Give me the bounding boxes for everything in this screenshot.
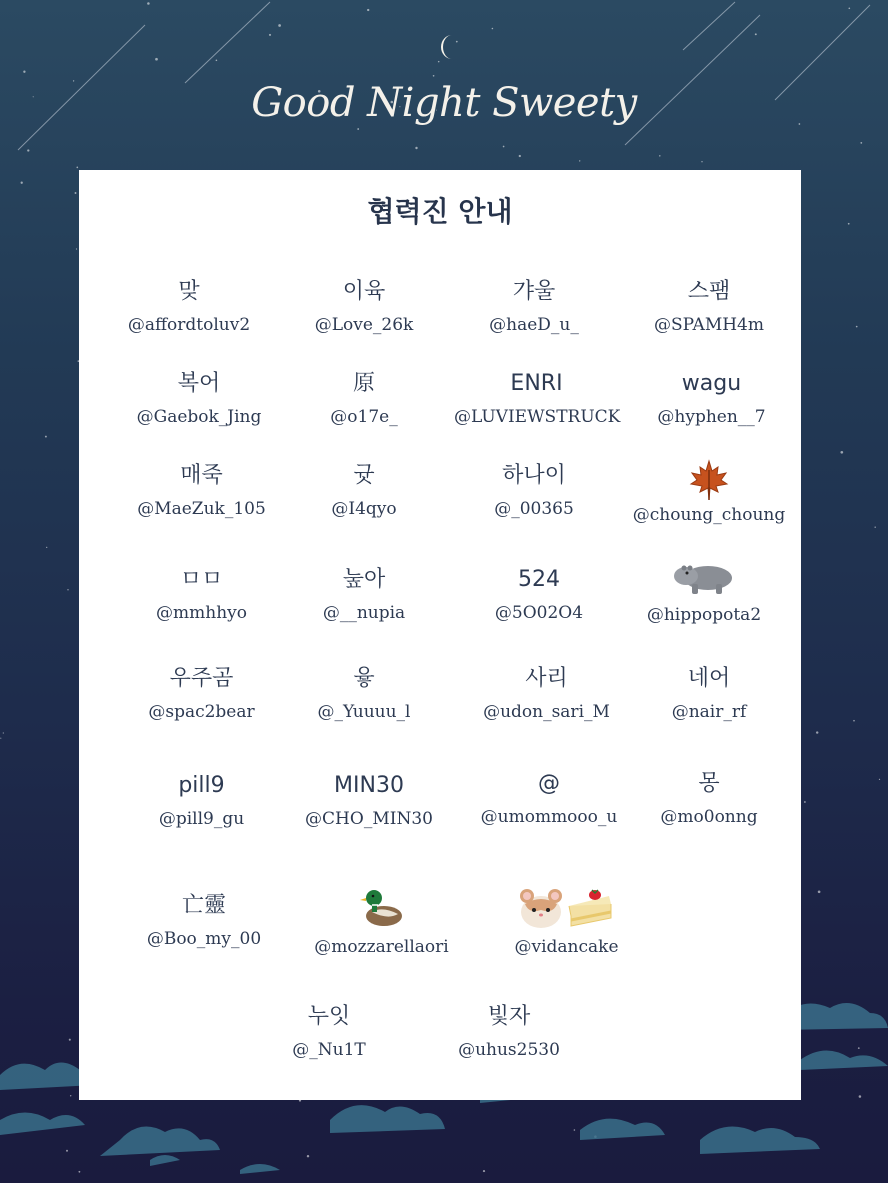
collaborator-name: 복어 (177, 371, 221, 396)
collaborator-handle: @CHO_MIN30 (305, 809, 433, 829)
duck-icon (358, 884, 406, 932)
shooting-star-4 (683, 2, 735, 50)
star-dot (307, 1155, 309, 1157)
collaborator-name: 우주곰 (169, 666, 234, 691)
collaborator-handle: @o17e_ (330, 407, 398, 427)
collaborator-handle: @5O02O4 (494, 603, 584, 623)
star-dot (155, 58, 158, 61)
star-dot (3, 732, 4, 733)
star-dot (45, 436, 47, 438)
star-dot (503, 146, 505, 148)
collaborator-handle: @affordtoluv2 (127, 315, 251, 335)
collaborator-name: 맞 (178, 279, 200, 304)
star-dot (816, 731, 818, 733)
star-dot (76, 248, 77, 249)
collaborator-handle: @LUVIEWSTRUCK (454, 407, 621, 427)
collaborator-handle: @mozzarellaori (314, 937, 449, 957)
star-dot (415, 147, 417, 149)
star-dot (357, 128, 359, 130)
collaborator-name: wagu (681, 371, 742, 396)
star-dot (853, 720, 855, 722)
collaborator-handle: @SPAMH4m (654, 315, 764, 335)
collaborator-entry (629, 554, 779, 626)
star-dot (659, 155, 660, 156)
collaborator-entry (629, 458, 789, 526)
maple-leaf-icon (687, 458, 731, 502)
collaborator-handle: @choung_choung (632, 505, 786, 525)
collaborator-entry (129, 665, 274, 723)
collaborator-entry (264, 1003, 394, 1061)
star-dot (860, 142, 862, 144)
collaborator-handle: @__nupia (322, 603, 406, 623)
collaborator-entry (304, 884, 459, 958)
hippo-icon (672, 554, 736, 598)
star-dot (27, 149, 29, 151)
collaborator-handle: @pill9_gu (158, 809, 245, 829)
collaborator-entry (634, 370, 789, 428)
star-dot (147, 2, 150, 5)
star-dot (216, 59, 218, 61)
star-dot (755, 33, 757, 35)
collaborator-entry (469, 665, 624, 723)
collaborator-handle: @Love_26k (314, 315, 414, 335)
star-dot (574, 1129, 576, 1131)
collaborator-name: 네어 (687, 666, 731, 691)
collaborator-entry (119, 370, 279, 428)
star-dot (840, 451, 843, 454)
star-dot (433, 75, 435, 77)
collaborator-handle: @MaeZuk_105 (137, 499, 266, 519)
star-dot (848, 223, 850, 225)
collaborator-handle: @mmhhyo (156, 603, 247, 623)
collaborator-handle: @Gaebok_Jing (136, 407, 262, 427)
star-dot (76, 167, 78, 169)
collaborator-handle: @_Nu1T (292, 1040, 366, 1060)
collaborator-name: 빛자 (487, 1004, 531, 1029)
collaborator-entry (459, 278, 609, 336)
collaborator-handle: @Boo_my_00 (146, 929, 262, 949)
collaborator-entry (469, 770, 629, 828)
star-dot (367, 9, 369, 11)
star-dot (69, 1039, 71, 1041)
collaborator-entry (119, 278, 259, 336)
collaborator-entry (129, 772, 274, 830)
collaborator-name: 매죽 (180, 463, 223, 488)
collaborator-name: 윻 (353, 666, 375, 691)
star-dot (879, 779, 880, 780)
collaborator-entry (129, 566, 274, 624)
star-dot (492, 28, 494, 30)
star-dot (579, 160, 580, 161)
collaborator-handle: @_00365 (494, 499, 574, 519)
collaborator-entry (464, 566, 614, 624)
collaborator-entry (459, 462, 609, 520)
collaborator-name: 原 (352, 371, 375, 396)
page-title: Good Night Sweety (251, 80, 637, 126)
collaborator-name: 사리 (525, 666, 568, 691)
collaborator-name: ENRI (510, 371, 563, 396)
star-dot (519, 155, 521, 157)
collaborator-name: MIN30 (334, 773, 404, 798)
card-title: 협력진 안내 (367, 195, 513, 228)
crescent-moon-icon (436, 32, 460, 62)
star-dot (0, 738, 1, 739)
star-dot (21, 182, 23, 184)
collaborator-name: pill9 (178, 773, 225, 798)
collaborator-name: 귯 (353, 463, 375, 488)
collaborator-name: ㅁㅁ (180, 567, 223, 592)
collaborator-handle: @udon_sari_M (483, 702, 610, 722)
collaborator-name: 亡靈 (181, 893, 226, 918)
collaborator-entry (289, 370, 439, 428)
star-dot (278, 24, 281, 27)
star-dot (75, 192, 77, 194)
shooting-star-2 (185, 2, 270, 83)
star-dot (804, 801, 806, 803)
collaborator-entry (634, 278, 784, 336)
star-dot (46, 547, 47, 548)
collaborator-handle: @hippopota2 (646, 605, 762, 625)
collaborator-name: 몽 (698, 771, 720, 796)
collaborator-entry (134, 892, 274, 950)
collaborator-entry (439, 1003, 579, 1061)
star-dot (848, 7, 850, 9)
collaborator-entry (129, 462, 274, 520)
info-card (79, 170, 801, 1100)
collaborator-entry (494, 884, 639, 958)
collaborator-handle: @umommooo_u (480, 807, 618, 827)
collaborator-handle: @hyphen__7 (657, 407, 766, 427)
collaborator-name: 갸울 (512, 279, 556, 304)
star-dot (70, 1095, 71, 1096)
collaborator-entry (289, 665, 439, 723)
collaborator-handle: @vidancake (514, 937, 619, 957)
collaborator-entry (289, 462, 439, 520)
collaborator-entry (634, 665, 784, 723)
collaborator-entry (454, 370, 619, 428)
star-dot (874, 526, 875, 527)
star-dot (66, 1150, 68, 1152)
collaborator-name: 눞아 (342, 567, 386, 592)
collaborator-name: @ (538, 771, 560, 796)
collaborator-entry (634, 770, 784, 828)
collaborator-handle: @mo0onng (660, 807, 758, 827)
star-dot (78, 1171, 80, 1173)
collaborator-name: 스팸 (687, 279, 731, 304)
collaborator-entry (289, 566, 439, 624)
star-dot (23, 71, 25, 73)
star-dot (269, 34, 271, 36)
collaborator-name: 하나이 (502, 463, 566, 488)
collaborator-entry (289, 278, 439, 336)
star-dot (67, 589, 68, 590)
collaborator-name: 누잇 (307, 1004, 351, 1029)
collaborator-entry (294, 772, 444, 830)
collaborator-handle: @nair_rf (671, 702, 747, 722)
star-dot (483, 1170, 485, 1172)
collaborator-handle: @spac2bear (148, 702, 255, 722)
hamster-cake-icon (517, 884, 617, 932)
collaborator-handle: @I4qyo (331, 499, 397, 519)
collaborator-name: 이육 (342, 279, 386, 304)
collaborator-handle: @haeD_u_ (489, 315, 579, 335)
star-dot (859, 1095, 862, 1098)
collaborator-handle: @uhus2530 (458, 1040, 560, 1060)
collaborator-handle: @_Yuuuu_l (317, 702, 411, 722)
star-dot (818, 890, 821, 893)
star-dot (856, 326, 858, 328)
star-dot (858, 1047, 860, 1049)
collaborator-name: 524 (518, 567, 560, 592)
star-dot (701, 161, 702, 162)
